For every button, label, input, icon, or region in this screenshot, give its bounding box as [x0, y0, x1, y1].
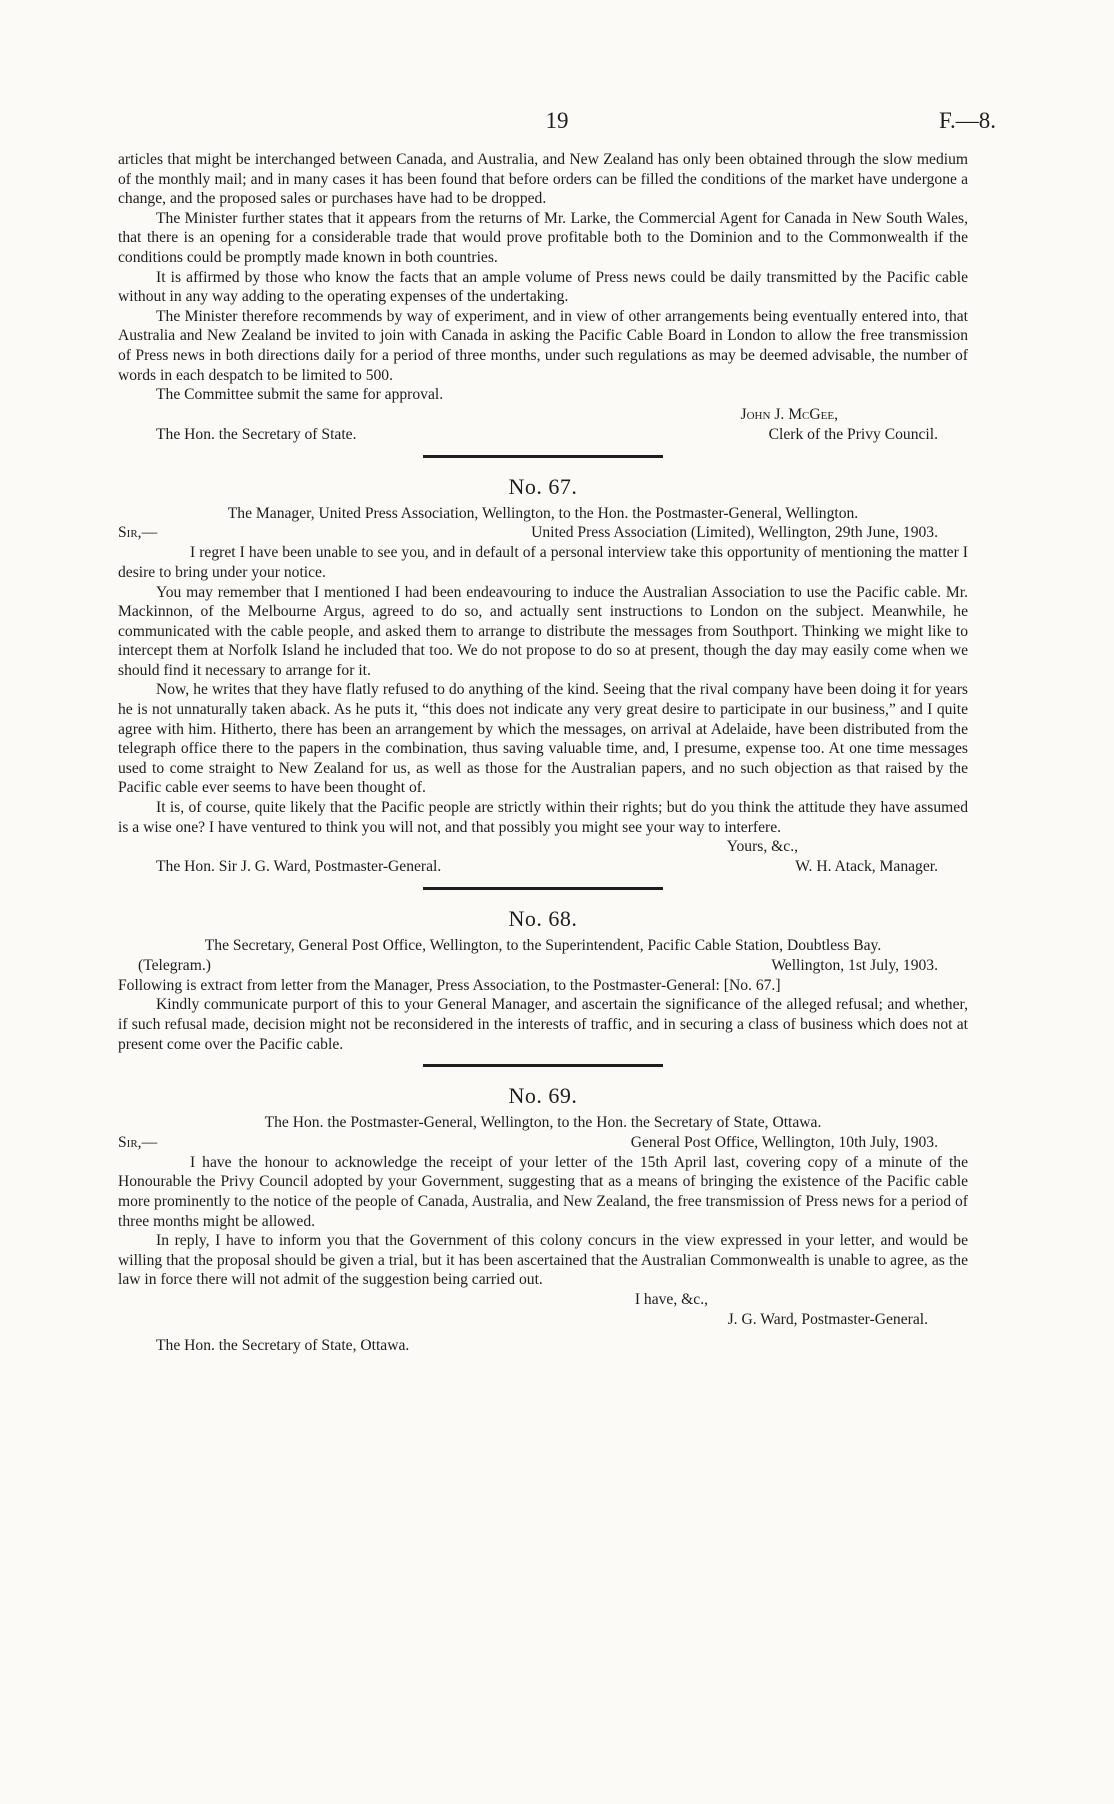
- paragraph: Kindly communicate purport of this to your General Manager, and ascertain the significance of the alleged refusal; and whether, if such refusal made, decision might not be reconsidered in the interests of traffic, and in securing a class of business which does not at present come over the Pacific cable.: [118, 996, 968, 1053]
- letter-address: The Hon. the Postmaster-General, Wellington, to the Hon. the Secretary of State, Ottawa.: [264, 1114, 822, 1132]
- closing-row: [118, 1290, 968, 1310]
- letter-address: The Secretary, General Post Office, Wellington, to the Superintendent, Pacific Cable Station, Doubtless Bay.: [204, 937, 882, 955]
- signature-row: [118, 425, 968, 445]
- letter-number: No. 67.: [508, 473, 578, 499]
- paragraph: I regret I have been unable to see you, and in default of a personal interview take this opportunity of mentioning the matter I desire to bring under your notice.: [118, 544, 968, 581]
- signature: J. G. Ward, Postmaster-General.: [727, 1310, 928, 1328]
- letter-number: No. 69.: [508, 1083, 578, 1109]
- closing: I have, &c.,: [634, 1290, 708, 1308]
- signature: W. H. Atack, Manager.: [795, 858, 938, 876]
- addressee: The Hon. Sir J. G. Ward, Postmaster-General.: [156, 858, 442, 876]
- signature-row: [118, 1310, 968, 1330]
- signature-row: [118, 405, 968, 425]
- dateline-row: [118, 523, 968, 543]
- salutation: Sir,—: [118, 1133, 158, 1151]
- page-number: 19: [545, 108, 569, 133]
- dateline: United Press Association (Limited), Wellington, 29th June, 1903.: [531, 524, 938, 542]
- salutation: Sir,—: [118, 524, 158, 542]
- dateline: Wellington, 1st July, 1903.: [771, 956, 938, 974]
- dateline: General Post Office, Wellington, 10th July, 1903.: [630, 1133, 938, 1151]
- addressee: The Hon. the Secretary of State, Ottawa.: [156, 1336, 410, 1354]
- letter-number: No. 68.: [508, 906, 578, 932]
- section-divider: [423, 455, 663, 458]
- paragraph: It is, of course, quite likely that the Pacific people are strictly within their rights; but do you think the attitude they have assumed is a wise one? I have ventured to think you will not, and that possibly you might see your way to interfere.: [118, 799, 968, 836]
- paragraph: Now, he writes that they have flatly refused to do anything of the kind. Seeing that the rival company have been doing it for years he is not unnaturally taken aback. As he puts it, “this does not indicate any very great desire to participate in our business,” and I quite agree with him. Hitherto, there has been an arrangement by which the messages, on arrival at Adelaide, have been distributed from the telegraph office there to the papers in the combination, thus saving valuable time, and, I presume, expense too. At one time messages used to come straight to New Zealand for us, as well as those for the Australian papers, and no such objection as that raised by the Pacific cable ever seems to have been thought of.: [118, 681, 968, 797]
- paper-code: F.—8.: [939, 108, 996, 133]
- signature-row: [118, 857, 968, 877]
- paragraph: The Minister further states that it appears from the returns of Mr. Larke, the Commercial Agent for Canada in New South Wales, that there is an opening for a considerable trade that would prove profitable both to the Dominion and to the Commonwealth if the conditions could be promptly made known in both countries.: [118, 209, 968, 266]
- signatory-title: Clerk of the Privy Council.: [768, 425, 938, 443]
- paragraph: You may remember that I mentioned I had been endeavouring to induce the Australian Association to use the Pacific cable. Mr. Mackinnon, of the Melbourne Argus, agreed to do so, and actually sent instructions to London on the subject. Meanwhile, he communicated with the cable people, and asked them to arrange to distribute the messages from Southport. Thinking we might like to intercept them at Norfolk Island he included that too. We do not propose to do so at present, though the day may easily come when we should find it necessary to arrange for it.: [118, 583, 968, 679]
- paragraph: The Minister therefore recommends by way of experiment, and in view of other arrangements being eventually entered into, that Australia and New Zealand be invited to join with Canada in asking the Pacific Cable Board in London to allow the free transmission of Press news in both directions daily for a period of three months, under such regulations as may be deemed advisable, the number of words in each despatch to be limited to 500.: [118, 307, 968, 384]
- section-divider: [423, 1064, 663, 1067]
- paragraph: articles that might be interchanged between Canada, and Australia, and New Zealand has only been obtained through the slow medium of the monthly mail; and in many cases it has been found that before orders can be filled the conditions of the market have undergone a change, and the proposed sales or purchases have had to be dropped.: [118, 151, 968, 208]
- paragraph: I have the honour to acknowledge the receipt of your letter of the 15th April last, covering copy of a minute of the Honourable the Privy Council adopted by your Government, suggesting that as a means of bringing the existence of the Pacific cable more prominently to the notice of the people of Canada, Australia, and New Zealand, the free transmission of Press news for a period of three months might be allowed.: [118, 1153, 968, 1230]
- paragraph: In reply, I have to inform you that the Government of this colony concurs in the view expressed in your letter, and would be willing that the proposal should be given a trial, but it has been ascertained that the Australian Commonwealth is unable to agree, as the law in force there will not admit of the suggestion being carried out.: [118, 1232, 968, 1289]
- closing-row: [118, 837, 968, 857]
- paragraph: It is affirmed by those who know the facts that an ample volume of Press news could be daily transmitted by the Pacific cable without in any way adding to the operating expenses of the undertaking.: [118, 268, 968, 306]
- page-header: [118, 108, 996, 138]
- addressee: The Hon. the Secretary of State.: [156, 425, 357, 443]
- paragraph: Following is extract from letter from the Manager, Press Association, to the Postmaster-General: [No. 67.]: [118, 976, 781, 994]
- dateline-row: [118, 956, 968, 976]
- signature-row: [118, 1336, 968, 1356]
- paragraph: The Committee submit the same for approval.: [156, 386, 444, 404]
- telegram-label: (Telegram.): [138, 956, 211, 974]
- section-divider: [423, 887, 663, 890]
- closing: Yours, &c.,: [726, 838, 798, 856]
- document-body: [118, 150, 968, 1356]
- signatory-name: John J. McGee,: [740, 405, 838, 423]
- dateline-row: [118, 1133, 968, 1153]
- letter-address: The Manager, United Press Association, Wellington, to the Hon. the Postmaster-General, Wellington.: [227, 504, 859, 522]
